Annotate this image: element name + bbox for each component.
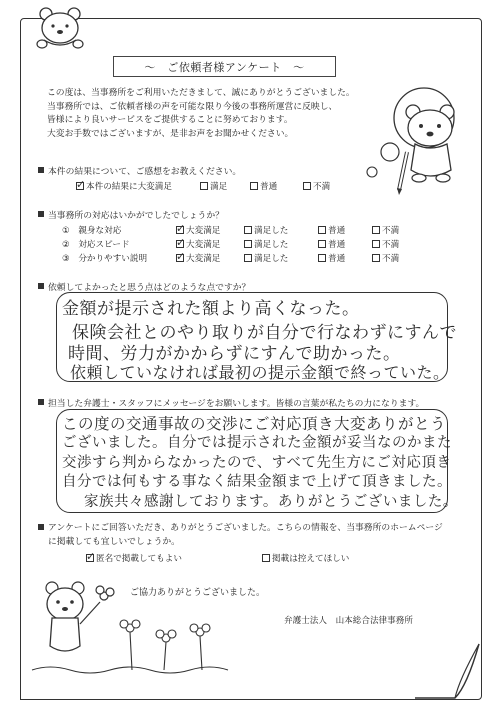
bullet-square-icon — [38, 283, 44, 289]
checkbox-icon[interactable] — [303, 182, 311, 190]
signature: 弁護士法人 山本総合法律事務所 — [284, 616, 413, 626]
q1-option-dissatisfied[interactable]: 不満 — [303, 180, 330, 192]
bullet-square-icon — [38, 524, 44, 530]
checkbox-icon[interactable] — [200, 182, 208, 190]
q2-row-3-label: ③ 分かりやすい説明 — [62, 254, 148, 264]
checked-checkbox-icon[interactable] — [176, 254, 184, 262]
checkbox-icon[interactable] — [250, 182, 258, 190]
q2-row-2-label: ② 対応スピード — [62, 240, 130, 250]
q3-answer-line: 金額が提示された額より高くなった。 — [62, 299, 360, 319]
page-curl-decoration — [415, 640, 481, 700]
q2-row-1-label: ① 親身な対応 — [62, 226, 122, 236]
q4-answer-line: ございました。自分では提示された金額が妥当なのかまた — [62, 435, 452, 451]
question-4-text: 担当した弁護士・スタッフにメッセージをお願いします。皆様の言葉が私たちの力になります。 — [48, 399, 425, 409]
bullet-square-icon — [38, 211, 44, 217]
q1-option-normal[interactable]: 普通 — [250, 180, 277, 192]
question-5 — [38, 521, 443, 549]
thanks-message: ご協力ありがとうございました。 — [130, 588, 266, 598]
survey-title: 〜 ご依頼者様アンケート 〜 — [113, 56, 336, 77]
bear-mascot-icon — [30, 4, 92, 52]
q2-row-2-dissatisfied[interactable]: 不満 — [372, 238, 399, 250]
q2-row-2-very-satisfied[interactable]: ✓ 大変満足 — [176, 238, 220, 250]
q4-answer-line: この度の交通事故の交渉にご対応頂き大変ありがとう — [62, 415, 447, 433]
q2-row-3-satisfied[interactable]: 満足した — [244, 252, 288, 264]
q2-row-2-satisfied[interactable]: 満足した — [244, 238, 288, 250]
checked-checkbox-icon[interactable] — [76, 182, 84, 190]
q4-answer-line: 自分では何もする事なく結果金額まで上げて頂きました。 — [62, 474, 452, 490]
q2-row-1-normal[interactable]: 普通 — [318, 224, 345, 236]
question-3-text: 依頼してよかったと思う点はどのような点ですか？ — [48, 283, 251, 293]
q1-option-very-satisfied[interactable]: ✓本件の結果に大変満足 — [76, 180, 172, 192]
bullet-square-icon — [38, 399, 44, 405]
q2-row-1-satisfied[interactable]: 満足した — [244, 224, 288, 236]
question-5-text-line: に掲載しても宜しいでしょうか。 — [48, 537, 180, 547]
q4-answer-line: 家族共々感謝しております。ありがとうございました。 — [84, 494, 458, 510]
q5-option-anonymous-ok[interactable]: ✓匿名で掲載してもよい — [86, 552, 182, 564]
q2-row-1-dissatisfied[interactable]: 不満 — [372, 224, 399, 236]
q2-row-1-very-satisfied[interactable]: ✓ 大変満足 — [176, 224, 220, 236]
checkbox-icon[interactable] — [318, 226, 326, 234]
q3-answer-line: 時間、労力がかからずにすんで助かった。 — [68, 344, 401, 364]
checked-checkbox-icon[interactable] — [176, 226, 184, 234]
intro-line: 皆様により良いサービスをご提供することに努めております。 — [47, 115, 293, 126]
question-1-text: 本件の結果について、ご感想をお教えください。 — [48, 167, 242, 177]
checkbox-icon[interactable] — [372, 254, 380, 262]
question-2 — [38, 208, 224, 221]
q4-answer-line: 交渉すら判からなかったので、すべて先生方にご対応頂き — [62, 455, 452, 471]
checkbox-icon[interactable] — [318, 240, 326, 248]
intro-line: 当事務所では、ご依頼者様の声を可能な限り今後の事務所運営に反映し、 — [47, 101, 338, 112]
checkbox-icon[interactable] — [372, 240, 380, 248]
question-2-text: 当事務所の対応はいかがでしたでしょうか？ — [48, 211, 224, 221]
q3-answer-line: 保険会社とのやり取りが自分で行なわずにすんで — [72, 323, 457, 343]
checkbox-icon[interactable] — [244, 226, 252, 234]
bear-with-pencil-icon — [385, 92, 485, 197]
intro-line: この度は、当事務所をご利用いただきまして、誠にありがとうございました。 — [47, 88, 355, 98]
q5-option-decline[interactable]: 掲載は控えてほしい — [262, 552, 349, 564]
q2-row-2-normal[interactable]: 普通 — [318, 238, 345, 250]
checkbox-icon[interactable] — [244, 240, 252, 248]
q2-row-3-very-satisfied[interactable]: ✓ 大変満足 — [176, 252, 220, 264]
question-1 — [38, 164, 241, 177]
checkbox-icon[interactable] — [262, 554, 270, 562]
checked-checkbox-icon[interactable] — [176, 240, 184, 248]
bullet-square-icon — [38, 167, 44, 173]
q2-row-3-normal[interactable]: 普通 — [318, 252, 345, 264]
q1-option-satisfied[interactable]: 満足 — [200, 180, 227, 192]
q3-answer-line: 依頼していなければ最初の提示金額で終っていた。 — [70, 363, 450, 382]
q2-row-3-dissatisfied[interactable]: 不満 — [372, 252, 399, 264]
checked-checkbox-icon[interactable] — [86, 554, 94, 562]
checkbox-icon[interactable] — [244, 254, 252, 262]
intro-line: 大変お手数ではございますが、是非お声をお聞かせください。 — [47, 128, 294, 139]
question-5-text-line: アンケートにご回答いただき、ありがとうございました。こちらの情報を、当事務所のホームページ — [48, 523, 443, 533]
question-4 — [38, 396, 424, 409]
checkbox-icon[interactable] — [318, 254, 326, 262]
checkbox-icon[interactable] — [372, 226, 380, 234]
